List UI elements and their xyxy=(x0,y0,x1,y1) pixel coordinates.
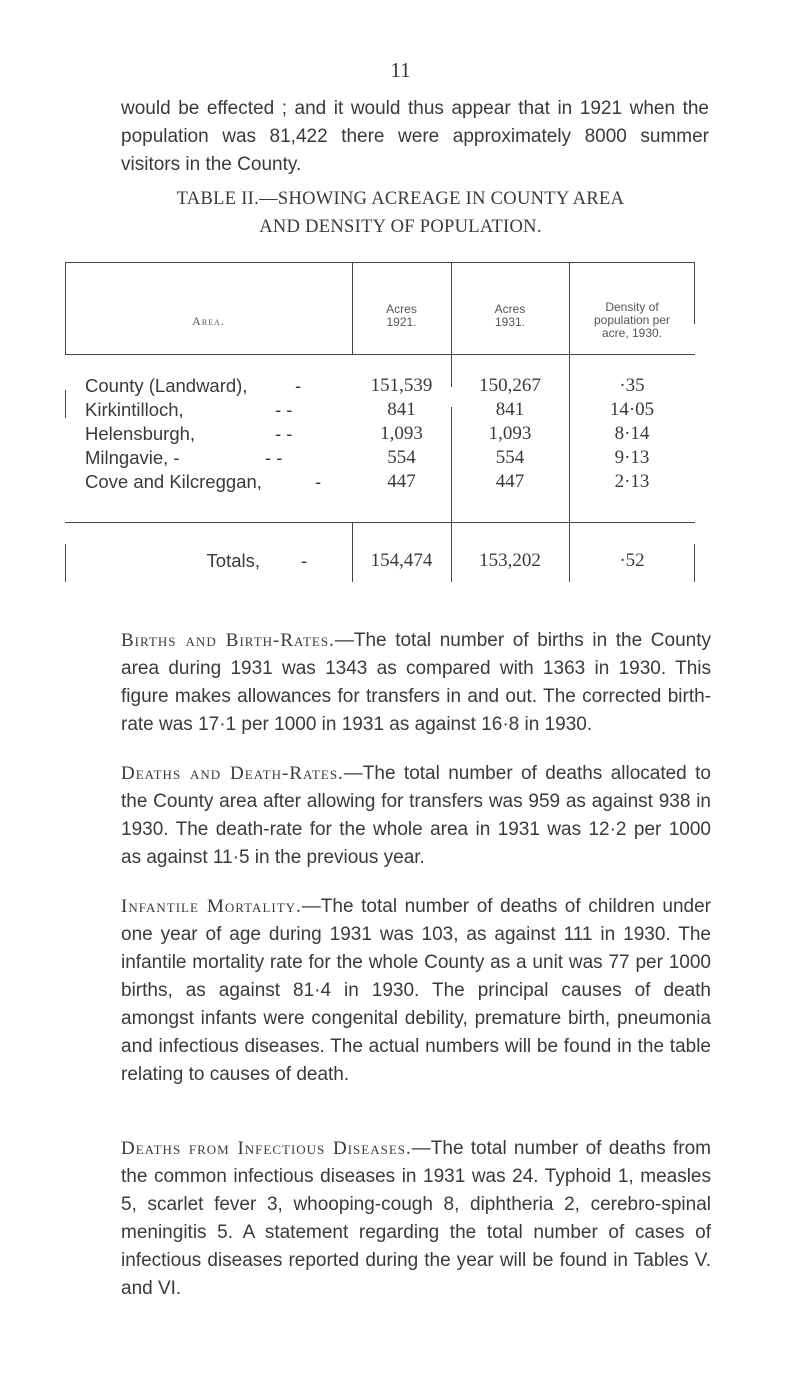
row-acres-1931: 554 xyxy=(495,447,525,468)
row-acres-1921: 447 xyxy=(387,471,416,492)
header-area: Area. xyxy=(192,314,225,328)
row-area: County (Landward), xyxy=(85,375,248,396)
births-body: —The total number of births in the County area during 1931 was 1343 as compared with 1363 in 1930. This figure makes allowances for transfers in and out. The corrected birth-rate was 17·1 per 1000 in 1931 as against 16·8 in 1930. xyxy=(121,630,711,735)
row-density: 9·13 xyxy=(614,447,650,468)
totals-density: ·52 xyxy=(619,550,645,571)
table-title-line-1: TABLE II.—SHOWING ACREAGE IN COUNTY AREA xyxy=(176,189,625,209)
header-acres-1921 xyxy=(352,303,451,329)
intro-paragraph: would be effected ; and it would thus appear that in 1921 when the population was 81,422 there were approximately 8000 summer visitors in the County. xyxy=(121,98,709,175)
row-density: ·35 xyxy=(619,375,645,396)
table-top-rule xyxy=(65,262,695,263)
row-area: Helensburgh, xyxy=(85,423,196,444)
header-acres-1931-line-1: Acres xyxy=(494,302,526,316)
totals-acres-1931: 153,202 xyxy=(479,550,541,571)
header-acres-1921-line-1: Acres xyxy=(386,302,417,316)
row-dash: - xyxy=(295,375,302,396)
infectious-paragraph xyxy=(121,1135,711,1303)
row-density: 8·14 xyxy=(614,423,650,444)
header-density-line-2: population per xyxy=(593,313,671,327)
row-acres-1921: 554 xyxy=(387,447,416,468)
deaths-paragraph xyxy=(121,760,711,872)
totals-label: Totals, xyxy=(206,550,260,571)
table-totals-rule xyxy=(65,522,695,523)
table-title xyxy=(0,185,801,241)
row-acres-1921: 151,539 xyxy=(370,375,433,396)
infectious-body: —The total number of deaths from the common infectious diseases in 1931 was 24. Typhoid 1, measles 5, scarlet fever 3, whooping-cough 8, diphtheria 2, cerebro-spinal meningitis 5. A statement regarding the total number of cases of infectious diseases reported during the year will be found in Tables V. and VI. xyxy=(121,1138,711,1299)
row-area: Milngavie, - xyxy=(85,447,180,468)
header-density-line-3: acre, 1930. xyxy=(601,326,663,340)
row-acres-1931: 447 xyxy=(495,471,525,492)
row-area: Kirkintilloch, xyxy=(85,399,184,420)
row-dash: - - xyxy=(275,423,293,444)
infantile-body: —The total number of deaths of children under one year of age during 1931 was 103, as against 111 in 1930. The infantile mortality rate for the whole County as a unit was 77 per 1000 births, as against 81·4 in 1930. The principal causes of death amongst infants were congenital debility, premature birth, pneumonia and infectious diseases. The actual numbers will be found in the table relating to causes of death. xyxy=(121,896,711,1085)
row-dash: - xyxy=(315,471,322,492)
header-density-line-1: Density of xyxy=(605,300,659,314)
infantile-heading: Infantile Mortality. xyxy=(121,896,302,917)
row-dash: - - xyxy=(265,447,283,468)
row-acres-1921: 1,093 xyxy=(380,423,423,444)
row-density: 2·13 xyxy=(614,471,650,492)
deaths-body: —The total number of deaths allocated to the County area after allowing for transfers was 959 as against 938 in 1930. The death-rate for the whole area in 1931 was 12·2 per 1000 as against 11·5 in the previous year. xyxy=(121,763,711,868)
row-dash: - - xyxy=(275,399,293,420)
deaths-heading: Deaths and Death-Rates. xyxy=(121,763,344,784)
header-acres-1921-line-2: 1921. xyxy=(386,315,417,329)
births-heading: Births and Birth-Rates. xyxy=(121,630,335,651)
births-paragraph xyxy=(121,627,711,739)
totals-dash: - xyxy=(301,550,308,571)
table-header-rule xyxy=(65,354,695,355)
infantile-paragraph xyxy=(121,893,711,1089)
row-acres-1931: 1,093 xyxy=(488,423,532,444)
row-acres-1921: 841 xyxy=(387,399,416,420)
table-title-line-2: AND DENSITY OF POPULATION. xyxy=(259,217,542,237)
header-acres-1931 xyxy=(451,303,569,329)
page-number: 11 xyxy=(390,58,411,82)
totals-acres-1921: 154,474 xyxy=(370,550,433,571)
row-acres-1931: 150,267 xyxy=(479,375,541,396)
header-acres-1931-line-2: 1931. xyxy=(494,315,526,329)
infectious-heading: Deaths from Infectious Diseases. xyxy=(121,1138,412,1159)
header-density xyxy=(569,301,695,340)
row-acres-1931: 841 xyxy=(495,399,525,420)
row-area: Cove and Kilcreggan, xyxy=(85,471,262,492)
row-density: 14·05 xyxy=(609,399,655,420)
table-left-rule-top xyxy=(65,262,66,354)
table-left-rule-mid xyxy=(65,390,66,418)
